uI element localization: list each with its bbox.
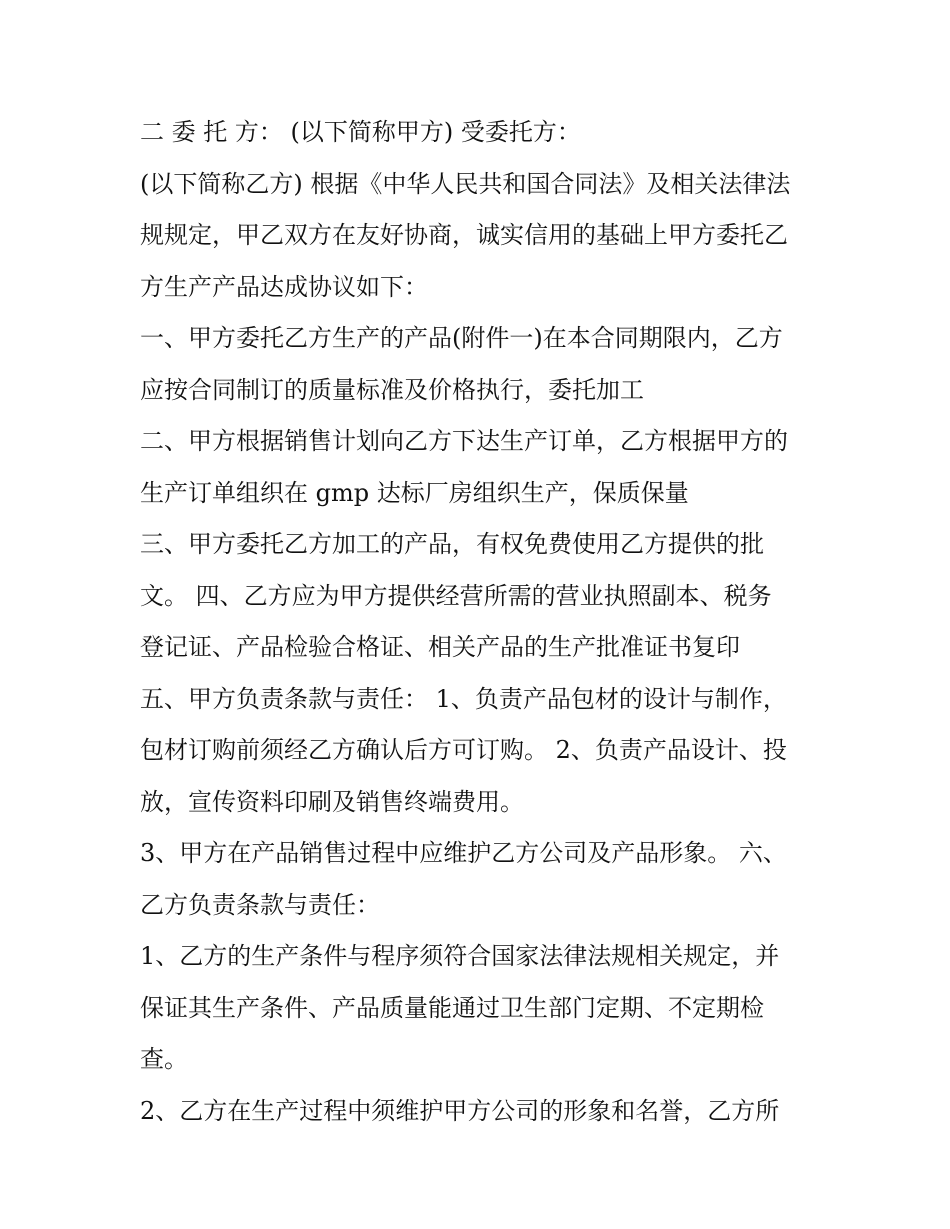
text-line: 方生产产品达成协议如下：	[140, 272, 428, 301]
text-line: 2、乙方在生产过程中须维护甲方公司的形象和名誉，乙方所	[140, 1096, 780, 1125]
text-line: 3、甲方在产品销售过程中应维护乙方公司及产品形象。 六、	[140, 839, 787, 867]
text-line: 文。 四、乙方应为甲方提供经营所需的营业执照副本、税务	[140, 581, 772, 610]
text-line: 生产订单组织在 gmp 达标厂房组织生产，保质保量	[140, 478, 689, 507]
text-line: 查。	[140, 1045, 188, 1073]
text-line: 规规定，甲乙双方在友好协商，诚实信用的基础上甲方委托乙	[140, 221, 788, 249]
contract-body	[140, 112, 820, 1142]
text-line: 二 委 托 方： (以下简称甲方) 受委托方：	[140, 118, 581, 146]
text-line: 保证其生产条件、产品质量能通过卫生部门定期、不定期检	[140, 993, 764, 1022]
text-line: 一、甲方委托乙方生产的产品(附件一)在本合同期限内，乙方	[140, 324, 783, 352]
text-line: 应按合同制订的质量标准及价格执行，委托加工	[140, 375, 644, 404]
text-line: 登记证、产品检验合格证、相关产品的生产批准证书复印	[140, 633, 740, 661]
text-line: 1、乙方的生产条件与程序须符合国家法律法规相关规定，并	[140, 942, 780, 970]
text-line: 五、甲方负责条款与责任： 1、负责产品包材的设计与制作，	[140, 684, 787, 713]
text-line: 二、甲方根据销售计划向乙方下达生产订单，乙方根据甲方的	[140, 427, 788, 455]
text-line: (以下简称乙方) 根据《中华人民共和国合同法》及相关法律法	[140, 169, 791, 198]
text-line: 放，宣传资料印刷及销售终端费用。	[140, 787, 524, 816]
text-line: 包材订购前须经乙方确认后方可订购。 2、负责产品设计、投	[140, 736, 787, 764]
text-line: 乙方负责条款与责任：	[140, 890, 380, 919]
text-line: 三、甲方委托乙方加工的产品，有权免费使用乙方提供的批	[140, 530, 764, 558]
